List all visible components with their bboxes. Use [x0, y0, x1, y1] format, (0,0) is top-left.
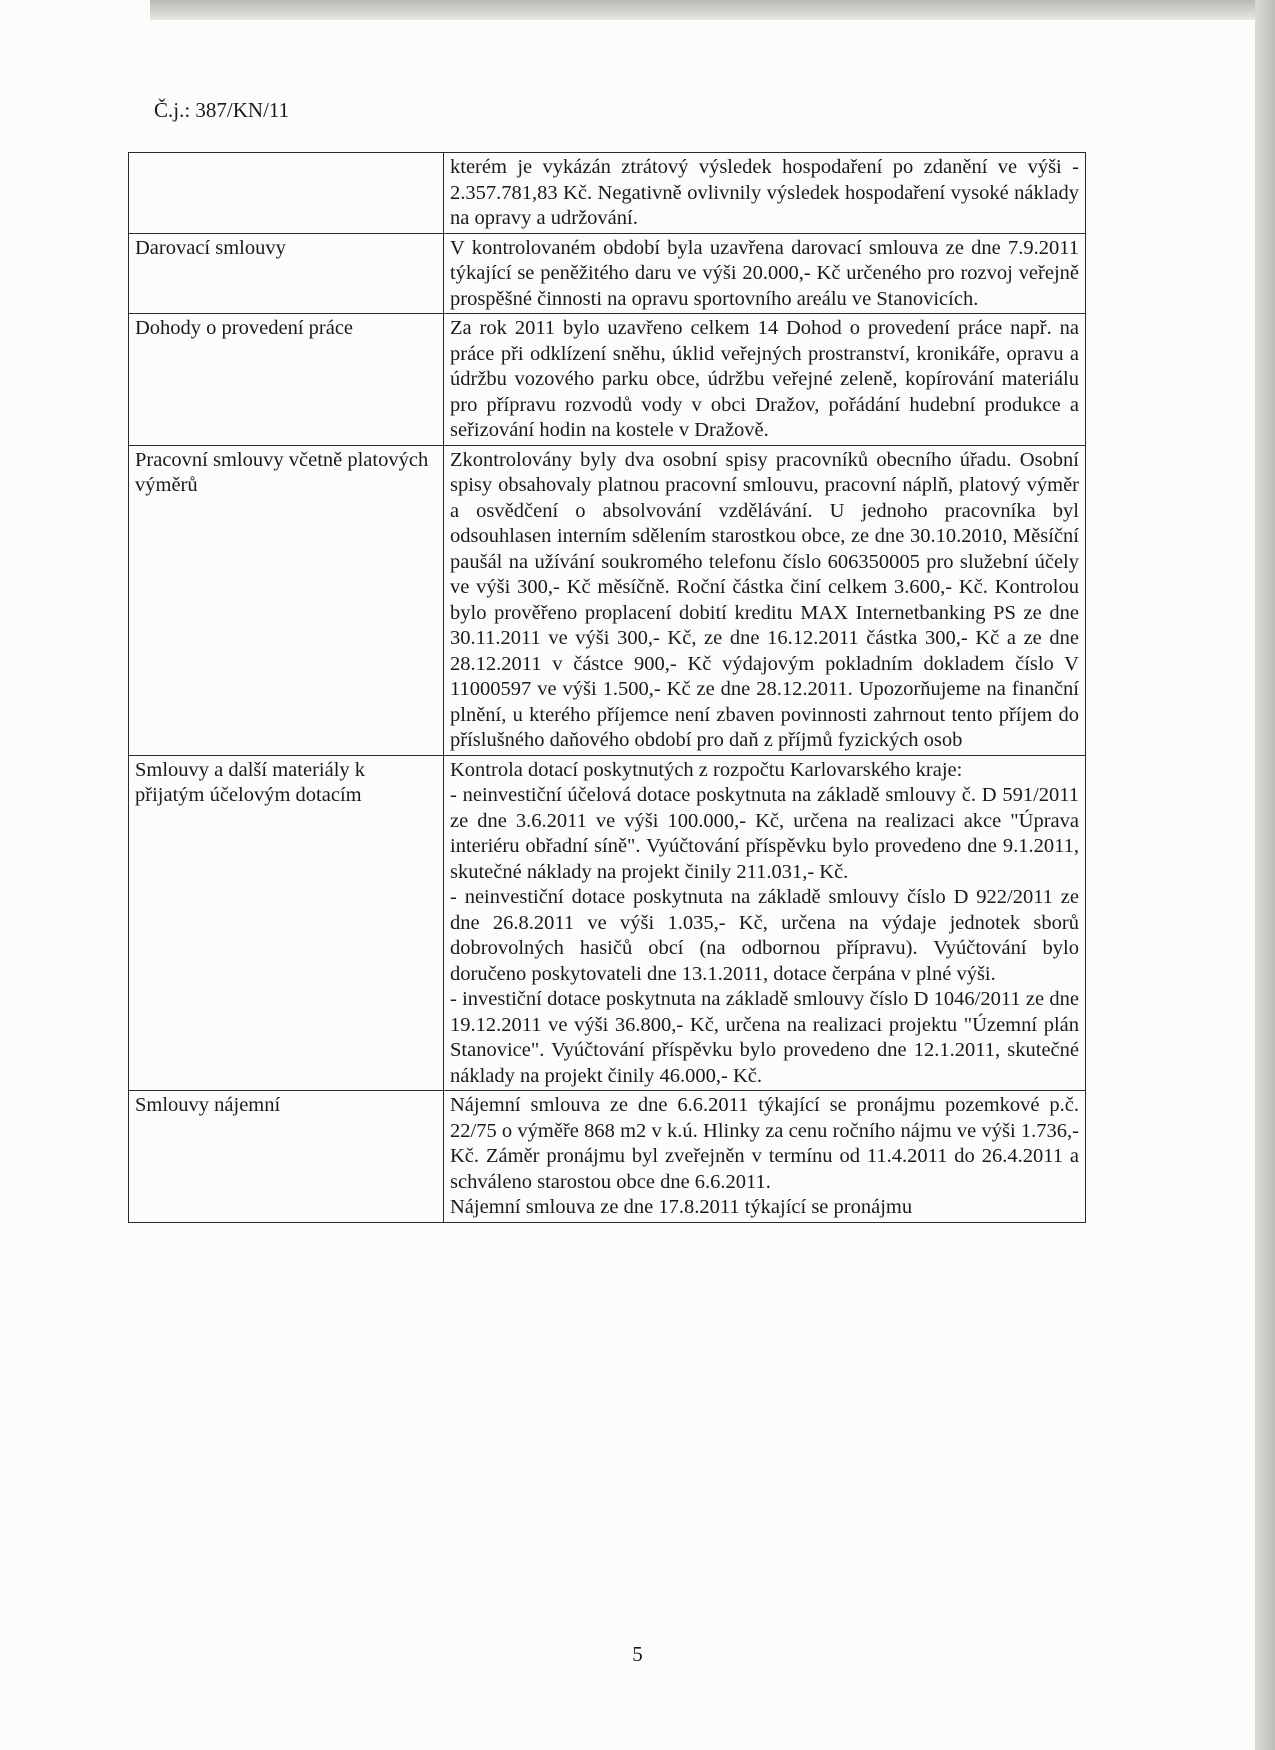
row-content	[444, 1091, 1086, 1223]
paragraph: - neinvestiční účelová dotace poskytnuta na základě smlouvy č. D 591/2011 ze dne 3.6.2011 ve výši 100.000,- Kč, určena na realizaci akce "Úprava interiéru obřadní síně". Vyúčtování příspěvku bylo provedeno dne 9.1.2011, skutečné náklady na projekt činily 211.031,- Kč.	[450, 784, 1079, 883]
row-label: Pracovní smlouvy včetně platových výměrů	[129, 445, 444, 755]
page-number: 5	[632, 1642, 643, 1666]
control-findings-table	[128, 152, 1086, 1223]
page-right-shadow	[1255, 0, 1275, 1750]
row-label: Dohody o provedení práce	[129, 314, 444, 446]
paragraph: - neinvestiční dotace poskytnuta na základě smlouvy číslo D 922/2011 ze dne 26.8.2011 ve výši 1.035,- Kč, určena na výdaje jednotek sborů dobrovolných hasičů obcí (na odbornou přípravu). Vyúčtování bylo doručeno poskytovateli dne 13.1.2011, dotace čerpána v plné výši.	[450, 886, 1079, 985]
paragraph: Za rok 2011 bylo uzavřeno celkem 14 Dohod o provedení práce např. na práce při odklízení sněhu, úklid veřejných prostranství, kronikáře, opravu a údržbu vozového parku obce, údržbu veřejné zeleně, kopírování materiálu pro přípravu rozvodů vody v obci Dražov, pořádání hudební produkce a seřizování hodin na kostele v Dražově.	[450, 317, 1079, 441]
paragraph: Nájemní smlouva ze dne 6.6.2011 týkající se pronájmu pozemkové p.č. 22/75 o výměře 868 m2 v k.ú. Hlinky za cenu ročního nájmu ve výši 1.736,- Kč. Záměr pronájmu byl zveřejněn v termínu od 11.4.2011 do 26.4.2011 a schváleno starostou obce dne 6.6.2011.	[450, 1094, 1079, 1193]
table-row	[129, 755, 1086, 1091]
table-row	[129, 314, 1086, 446]
table-row	[129, 445, 1086, 755]
table-row	[129, 153, 1086, 234]
row-label: Darovací smlouvy	[129, 233, 444, 314]
paragraph: Kontrola dotací poskytnutých z rozpočtu Karlovarského kraje:	[450, 758, 963, 781]
paragraph: Zkontrolovány byly dva osobní spisy pracovníků obecního úřadu. Osobní spisy obsahovaly platnou pracovní smlouvu, pracovní náplň, platový výměr a osvědčení o absolvování vzdělávání. U jednoho pracovníka byl odsouhlasen interním sdělením starostkou obce, ze dne 30.10.2010, Měsíční paušál na užívání soukromého telefonu číslo 606350005 pro služební účely ve výši 300,- Kč měsíčně. Roční částka činí celkem 3.600,- Kč. Kontrolou bylo prověřeno proplacení dobití kreditu MAX Internetbanking PS ze dne 30.11.2011 ve výši 300,- Kč, ze dne 16.12.2011 částka 300,- Kč a ze dne 28.12.2011 v částce 900,- Kč výdajovým pokladním dokladem číslo V 11000597 ve výši 1.500,- Kč ze dne 28.12.2011. Upozorňujeme na finanční plnění, u kterého příjemce není zbaven povinnosti zahrnout tento příjem do příslušného daňového období pro daň z příjmů fyzických osob	[450, 448, 1079, 751]
row-content	[444, 314, 1086, 446]
table-row	[129, 233, 1086, 314]
row-content	[444, 445, 1086, 755]
page-top-shadow	[150, 0, 1275, 20]
paragraph: - investiční dotace poskytnuta na základě smlouvy číslo D 1046/2011 ze dne 19.12.2011 ve výši 36.800,- Kč, určena na realizaci projektu "Územní plán Stanovice". Vyúčtování příspěvku bylo provedeno dne 12.1.2011, skutečné náklady na projekt činily 46.000,- Kč.	[450, 988, 1079, 1087]
reference-number: Č.j.: 387/KN/11	[154, 98, 290, 122]
row-label: Smlouvy a další materiály k přijatým účelovým dotacím	[129, 755, 444, 1091]
table-row	[129, 1091, 1086, 1223]
row-content	[444, 153, 1086, 234]
row-label	[129, 153, 444, 234]
paragraph: Nájemní smlouva ze dne 17.8.2011 týkající se pronájmu	[450, 1196, 913, 1218]
row-label: Smlouvy nájemní	[129, 1091, 444, 1223]
row-content	[444, 233, 1086, 314]
row-content	[444, 755, 1086, 1091]
paragraph: kterém je vykázán ztrátový výsledek hospodaření po zdanění ve výši - 2.357.781,83 Kč. Negativně ovlivnily výsledek hospodaření vysoké náklady na opravy a udržování.	[450, 156, 1079, 229]
paragraph: V kontrolovaném období byla uzavřena darovací smlouva ze dne 7.9.2011 týkající se peněžitého daru ve výši 20.000,- Kč určeného pro rozvoj veřejně prospěšné činnosti na opravu sportovního areálu ve Stanovicích.	[450, 236, 1079, 310]
